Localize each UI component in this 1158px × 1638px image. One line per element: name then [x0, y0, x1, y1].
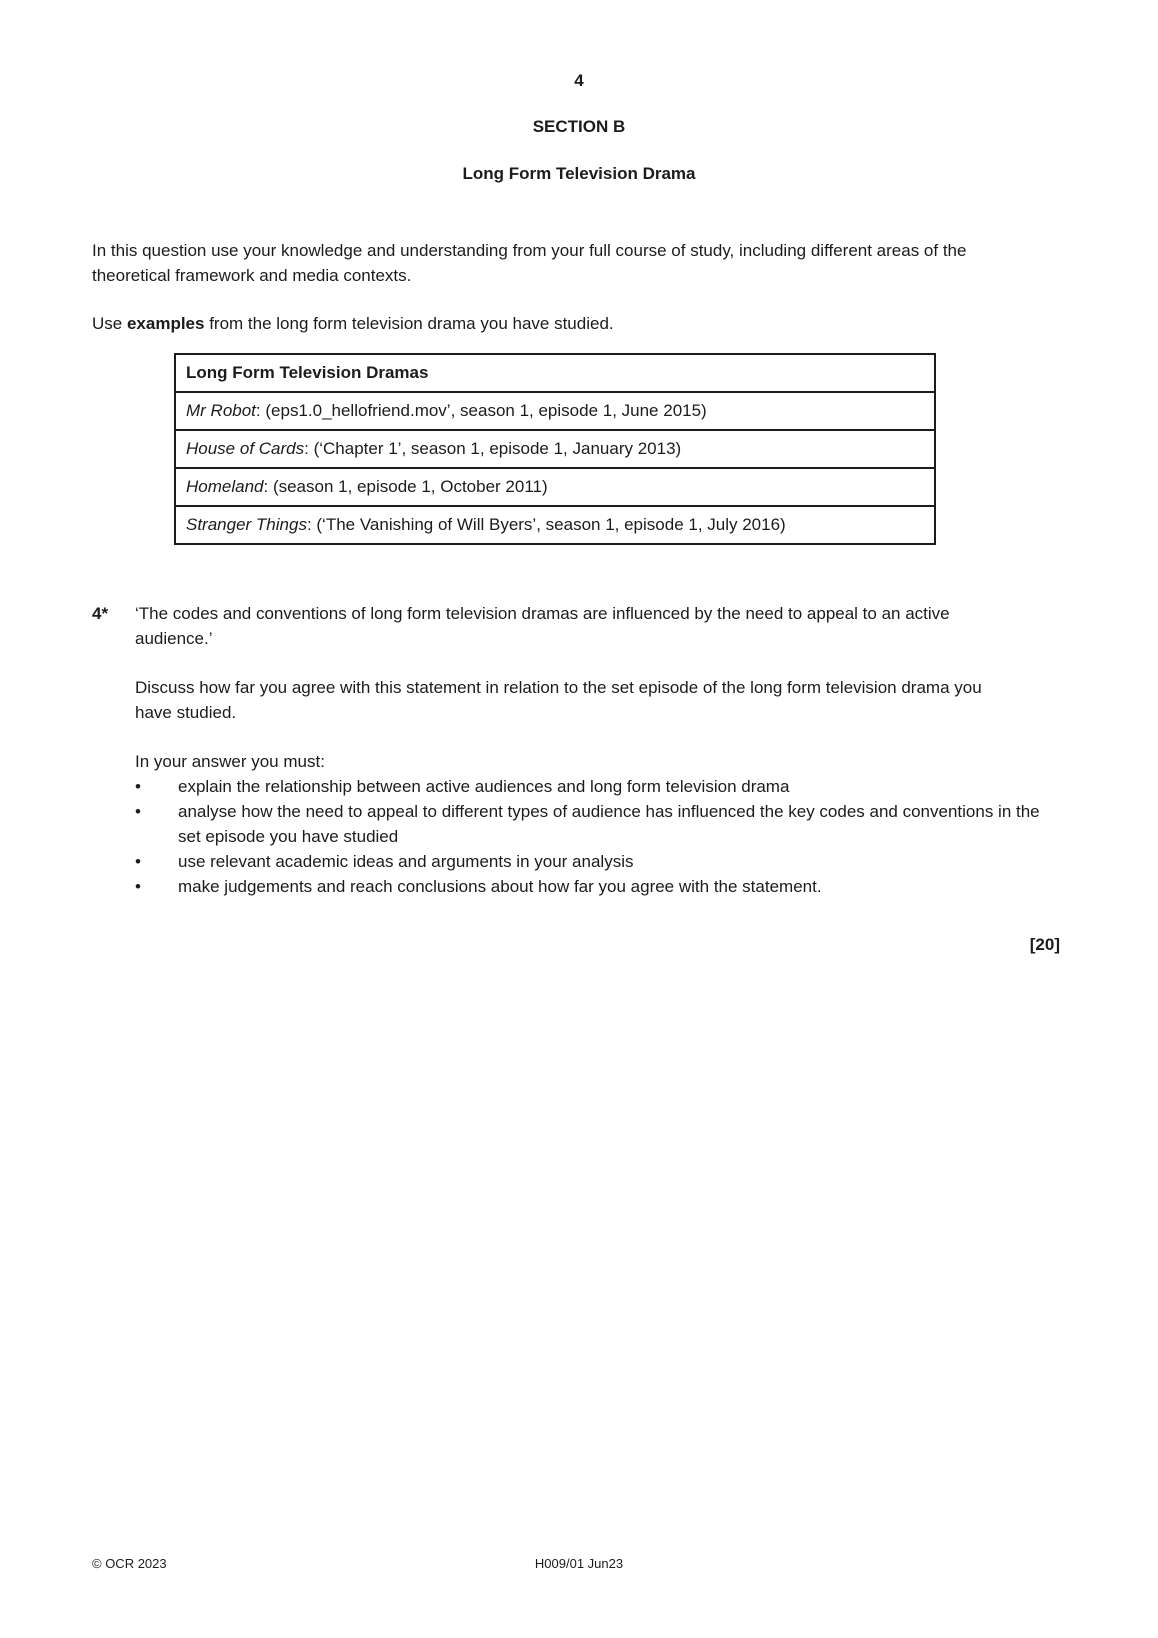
drama-details: : (‘Chapter 1’, season 1, episode 1, January 2013) — [304, 439, 682, 458]
bullet-text: explain the relationship between active audiences and long form television drama — [178, 777, 790, 796]
table-row — [175, 392, 935, 430]
table-cell-house-of-cards — [175, 430, 935, 468]
table-row — [175, 430, 935, 468]
intro-paragraph: In this question use your knowledge and understanding from your full course of study, including different areas of the theoretical framework and media contexts. — [92, 241, 967, 285]
bullet-item — [135, 874, 1066, 899]
bullet-icon: • — [135, 802, 141, 821]
table-cell-stranger-things — [175, 506, 935, 544]
use-line-prefix: Use — [92, 314, 127, 333]
use-line-bold-word: examples — [126, 314, 205, 333]
drama-title: Stranger Things — [186, 515, 307, 534]
drama-title: Mr Robot — [186, 401, 256, 420]
drama-details: : (season 1, episode 1, October 2011) — [263, 477, 548, 496]
table-row — [175, 468, 935, 506]
marks-label: [20] — [1029, 935, 1060, 954]
bullet-item — [135, 774, 1066, 799]
question-discuss: Discuss how far you agree with this statement in relation to the set episode of the long form television drama you have studied. — [135, 678, 982, 722]
table-header-row — [175, 354, 935, 392]
bullet-text: make judgements and reach conclusions about how far you agree with the statement. — [178, 877, 822, 896]
question-number: 4* — [92, 604, 109, 623]
question-4 — [92, 601, 1066, 957]
use-line-suffix: from the long form television drama you have studied. — [204, 314, 614, 333]
section-subtitle: Long Form Television Drama — [462, 164, 696, 183]
page-footer — [0, 1556, 1158, 1572]
drama-title: Homeland — [186, 477, 264, 496]
bullet-icon: • — [135, 877, 141, 896]
table-cell-mr-robot — [175, 392, 935, 430]
drama-details: : (eps1.0_hellofriend.mov’, season 1, episode 1, June 2015) — [255, 401, 707, 420]
bullet-icon: • — [135, 852, 141, 871]
question-body — [135, 601, 1066, 957]
footer-copyright: © OCR 2023 — [92, 1556, 167, 1571]
table-header: Long Form Television Dramas — [175, 354, 935, 392]
bullet-text: use relevant academic ideas and arguments in your analysis — [178, 852, 634, 871]
footer-doc-code: H009/01 Jun23 — [534, 1556, 624, 1571]
question-statement: ‘The codes and conventions of long form television dramas are influenced by the need to appeal to an active audience.’ — [135, 604, 950, 648]
bullet-icon: • — [135, 777, 141, 796]
drama-details: : (‘The Vanishing of Will Byers’, season 1, episode 1, July 2016) — [306, 515, 786, 534]
drama-table — [174, 353, 936, 545]
table-cell-homeland — [175, 468, 935, 506]
bullet-item — [135, 799, 1066, 849]
bullet-text: analyse how the need to appeal to different types of audience has influenced the key codes and conventions in the set episode you have studied — [178, 802, 1040, 846]
bullet-item — [135, 849, 1066, 874]
table-row — [175, 506, 935, 544]
drama-title: House of Cards — [186, 439, 305, 458]
section-title: SECTION B — [532, 117, 626, 136]
question-must-intro: In your answer you must: — [135, 752, 325, 771]
page-number: 4 — [574, 71, 584, 90]
use-examples-line — [92, 311, 1066, 336]
